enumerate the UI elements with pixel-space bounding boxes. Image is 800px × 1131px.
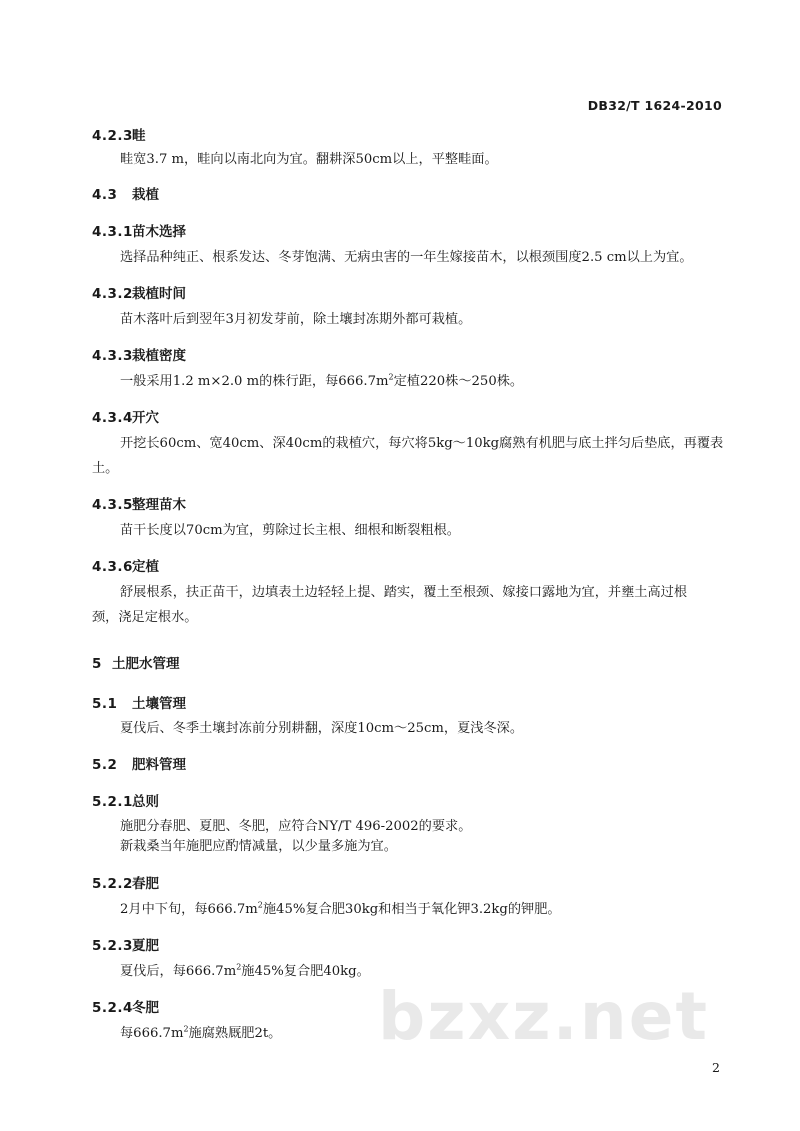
section-title: 栽植密度 [132,348,186,364]
section-title: 栽植 [132,187,159,203]
text: 施腐熟厩肥2t。 [188,1026,282,1041]
section-number: 5.2.3 [92,938,133,954]
text: 2月中下旬，每666.7m [120,902,258,917]
paragraph [120,1021,740,1047]
section-heading-4-3-3 [92,344,186,364]
section-number: 5.2.2 [92,876,133,892]
paragraph: 舒展根系，扶正苗干，边填表土边轻轻上提、踏实，覆土至根颈、嫁接口露地为宜，并壅土高过根 [120,585,688,600]
section-title: 土肥水管理 [112,656,180,672]
paragraph: 夏伐后、冬季土壤封冻前分别耕翻，深度10cm～25cm，夏浅冬深。 [120,721,524,736]
section-title: 畦 [132,128,146,144]
section-title: 开穴 [132,410,159,426]
section-title: 总则 [132,794,159,810]
section-heading-5-2-3 [92,934,159,954]
section-heading-4-3-4 [92,406,159,426]
section-number: 5.2.4 [92,1000,133,1016]
paragraph: 新栽桑当年施肥应酌情减量，以少量多施为宜。 [120,839,397,854]
paragraph: 开挖长60cm、宽40cm、深40cm的栽植穴，每穴将5kg～10kg腐熟有机肥与底土拌匀后垫底，再覆表 [120,436,724,451]
section-number: 4.2.3 [92,128,133,144]
section-number: 5.2.1 [92,794,133,810]
section-heading-5 [92,652,180,672]
section-number: 4.3.3 [92,348,133,364]
section-title: 栽植时间 [132,286,186,302]
section-title: 土壤管理 [132,696,186,712]
section-heading-4-3-6 [92,555,159,575]
section-number: 4.3.1 [92,224,133,240]
paragraph-continuation: 颈，浇足定根水。 [92,610,198,625]
superscript: 2 [236,962,242,972]
section-heading-5-2-2 [92,872,159,892]
paragraph [120,897,740,923]
section-heading-5-1 [92,692,186,712]
section-title: 整理苗木 [132,497,186,513]
section-number: 4.3.5 [92,497,133,513]
section-heading-5-2 [92,753,186,773]
document-code: DB32/T 1624-2010 [587,98,722,113]
watermark: bzxz.net [378,978,710,1055]
text: 施45%复合肥30kg和相当于氧化钾3.2kg的钾肥。 [262,902,561,917]
section-number: 5 [92,656,102,672]
section-heading-4-3 [92,183,159,203]
superscript: 2 [257,900,263,910]
section-title: 定植 [132,559,159,575]
section-number: 4.3.2 [92,286,133,302]
section-heading-5-2-1 [92,790,159,810]
section-heading-4-3-2 [92,282,186,302]
superscript: 2 [183,1024,189,1034]
section-title: 春肥 [132,876,159,892]
paragraph [120,369,740,395]
paragraph-continuation: 土。 [92,461,119,476]
section-title: 苗木选择 [132,224,186,240]
paragraph: 施肥分春肥、夏肥、冬肥，应符合NY/T 496-2002的要求。 [120,819,472,834]
text: 定植220株～250株。 [393,374,524,389]
section-heading-5-2-4 [92,996,159,1016]
section-number: 5.2 [92,757,118,773]
paragraph: 苗木落叶后到翌年3月初发芽前，除土壤封冻期外都可栽植。 [120,312,472,327]
section-title: 夏肥 [132,938,159,954]
section-number: 5.1 [92,696,118,712]
paragraph: 选择品种纯正、根系发达、冬芽饱满、无病虫害的一年生嫁接苗木，以根颈围度2.5 cm以上为宜。 [120,250,693,265]
text: 一般采用1.2 m×2.0 m的株行距，每666.7m [120,374,389,389]
section-heading-4-2-3 [92,124,146,144]
text: 施45%复合肥40kg。 [241,964,370,979]
paragraph: 苗干长度以70cm为宜，剪除过长主根、细根和断裂粗根。 [120,523,460,538]
text: 每666.7m [120,1026,184,1041]
paragraph: 畦宽3.7 m，畦向以南北向为宜。翻耕深50cm以上，平整畦面。 [120,152,498,167]
superscript: 2 [388,372,394,382]
page-number: 2 [712,1060,720,1075]
section-heading-4-3-1 [92,220,186,240]
text: 夏伐后，每666.7m [120,964,237,979]
section-title: 冬肥 [132,1000,159,1016]
section-number: 4.3.4 [92,410,133,426]
section-number: 4.3.6 [92,559,133,575]
section-title: 肥料管理 [132,757,186,773]
section-heading-4-3-5 [92,493,186,513]
section-number: 4.3 [92,187,118,203]
